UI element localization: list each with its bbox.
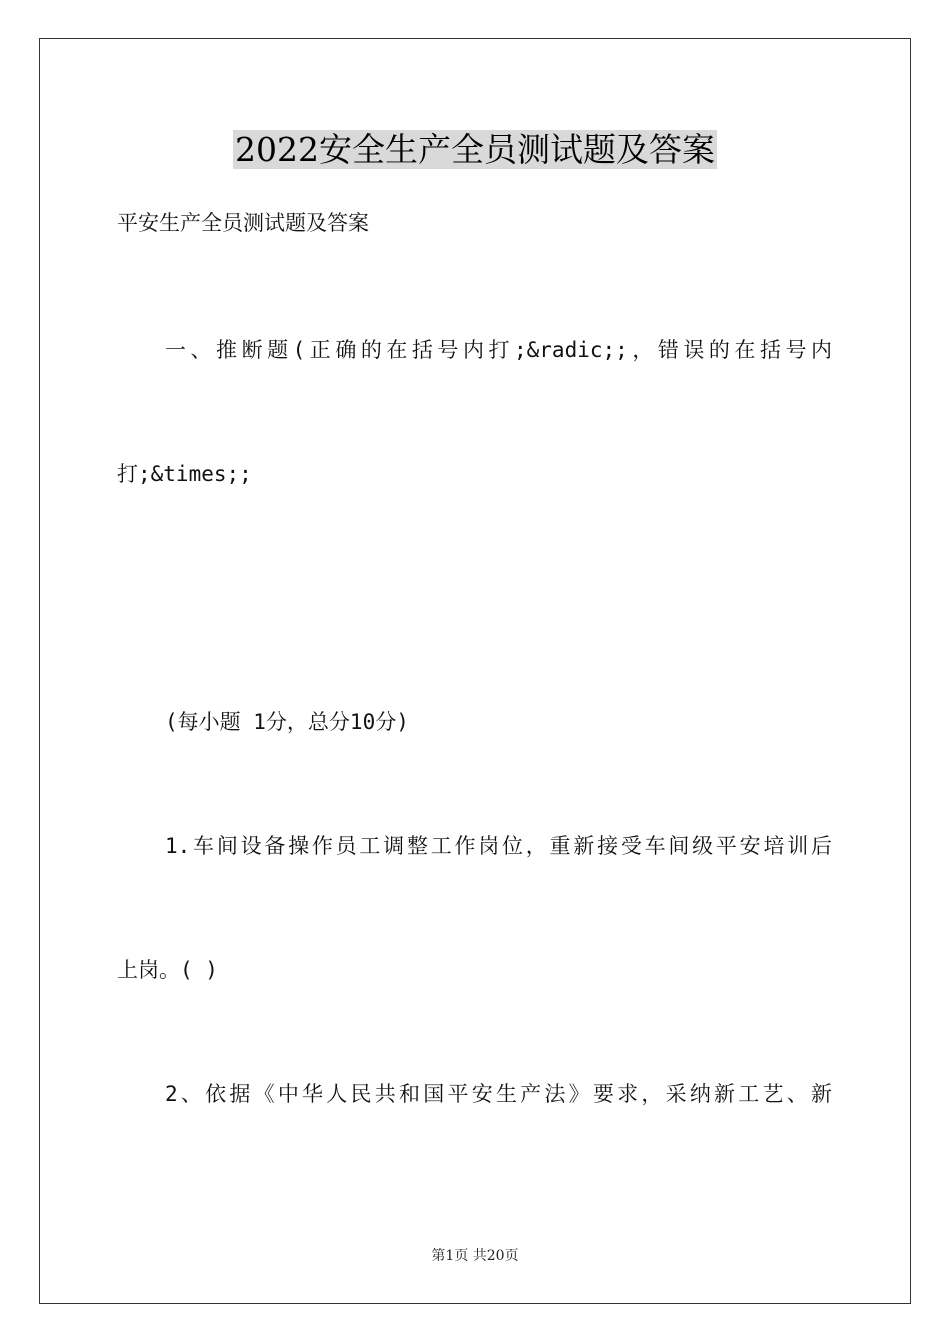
document-title-text: 2022安全生产全员测试题及答案	[235, 130, 715, 169]
page-footer: 第1页 共20页	[431, 1248, 519, 1264]
question-1: 1.车间设备操作员工调整工作岗位，重新接受车间级平安培训后	[165, 834, 832, 858]
document-title	[0, 128, 950, 172]
section-heading-judgment: 一、推断题(正确的在括号内打;&radic;;，错误的在括号内	[165, 338, 832, 362]
section-heading-continuation: 打;&times;;	[117, 462, 252, 486]
question-2: 2、依据《中华人民共和国平安生产法》要求，采纳新工艺、新	[165, 1082, 832, 1106]
scoring-note: (每小题 1分，总分10分)	[165, 710, 409, 734]
question-1-continuation: 上岗。( )	[117, 958, 218, 982]
document-subtitle: 平安生产全员测试题及答案	[117, 211, 369, 235]
